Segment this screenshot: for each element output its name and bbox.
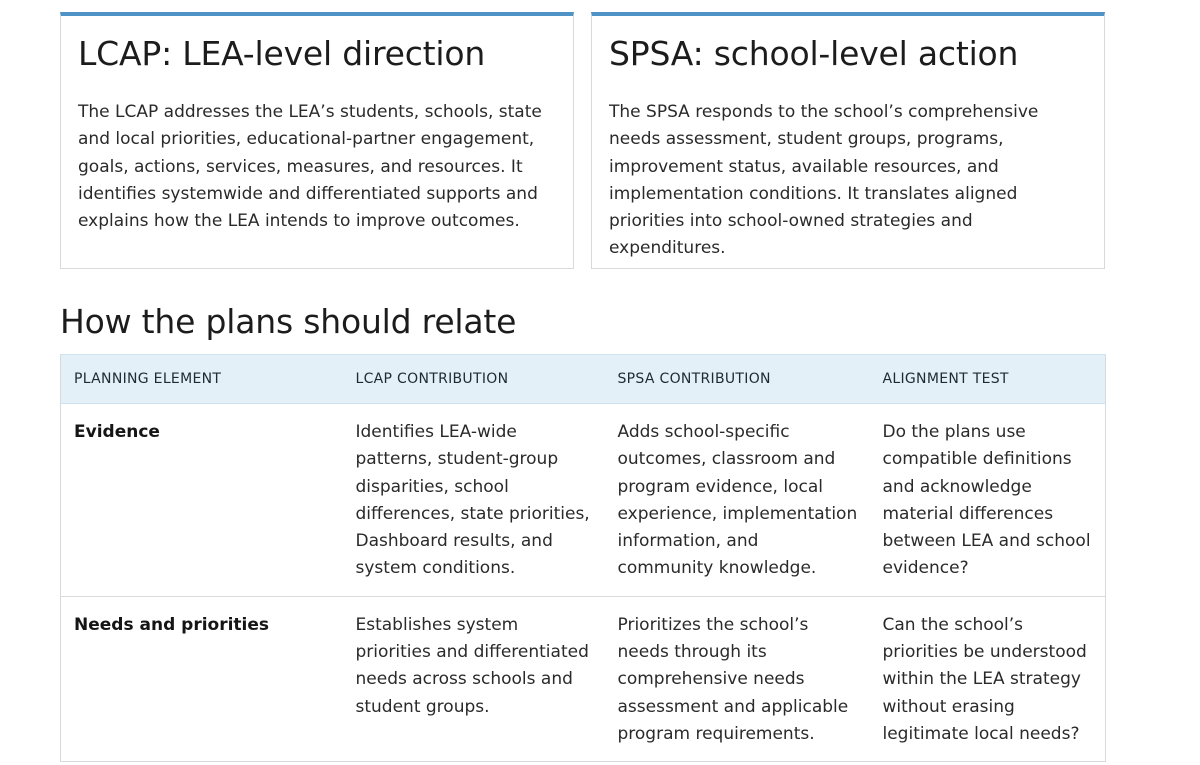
- row-alignment: Do the plans use compatible definitions and acknowledge material differences between LEA and school evidence?: [870, 404, 1106, 597]
- row-element: Evidence: [61, 404, 343, 597]
- table-header-row: [61, 355, 1106, 404]
- lcap-card: [60, 12, 574, 269]
- header-spsa-contribution: SPSA CONTRIBUTION: [605, 355, 870, 404]
- plans-relation-table: [60, 354, 1106, 762]
- spsa-card-title: SPSA: school-level action: [609, 34, 1019, 73]
- section-title: How the plans should relate: [60, 302, 517, 341]
- header-lcap-contribution: LCAP CONTRIBUTION: [343, 355, 605, 404]
- row-spsa: Adds school-specific outcomes, classroom and program evidence, local experience, implementation information, and community knowledge.: [605, 404, 870, 597]
- table-row: [61, 596, 1106, 761]
- header-alignment-test: ALIGNMENT TEST: [870, 355, 1106, 404]
- header-planning-element: PLANNING ELEMENT: [61, 355, 343, 404]
- lcap-card-title: LCAP: LEA-level direction: [78, 34, 486, 73]
- plan-cards: [60, 12, 1105, 269]
- row-element: Needs and priorities: [61, 596, 343, 761]
- spsa-card-body: The SPSA responds to the school’s comprehensive needs assessment, student groups, programs, improvement status, available resources, and implementation conditions. It translates aligned priorities into school-owned strategies and expenditures.: [609, 102, 1039, 259]
- row-lcap: Identifies LEA-wide patterns, student-group disparities, school differences, state priorities, Dashboard results, and system conditions.: [343, 404, 605, 597]
- row-lcap: Establishes system priorities and differentiated needs across schools and student groups.: [343, 596, 605, 761]
- lcap-card-body: The LCAP addresses the LEA’s students, schools, state and local priorities, educational-partner engagement, goals, actions, services, measures, and resources. It identifies systemwide and differentiated supports and explains how the LEA intends to improve outcomes.: [78, 102, 542, 232]
- table-row: [61, 404, 1106, 597]
- row-spsa: Prioritizes the school’s needs through its comprehensive needs assessment and applicable program requirements.: [605, 596, 870, 761]
- spsa-card: [591, 12, 1105, 269]
- row-alignment: Can the school’s priorities be understood within the LEA strategy without erasing legitimate local needs?: [870, 596, 1106, 761]
